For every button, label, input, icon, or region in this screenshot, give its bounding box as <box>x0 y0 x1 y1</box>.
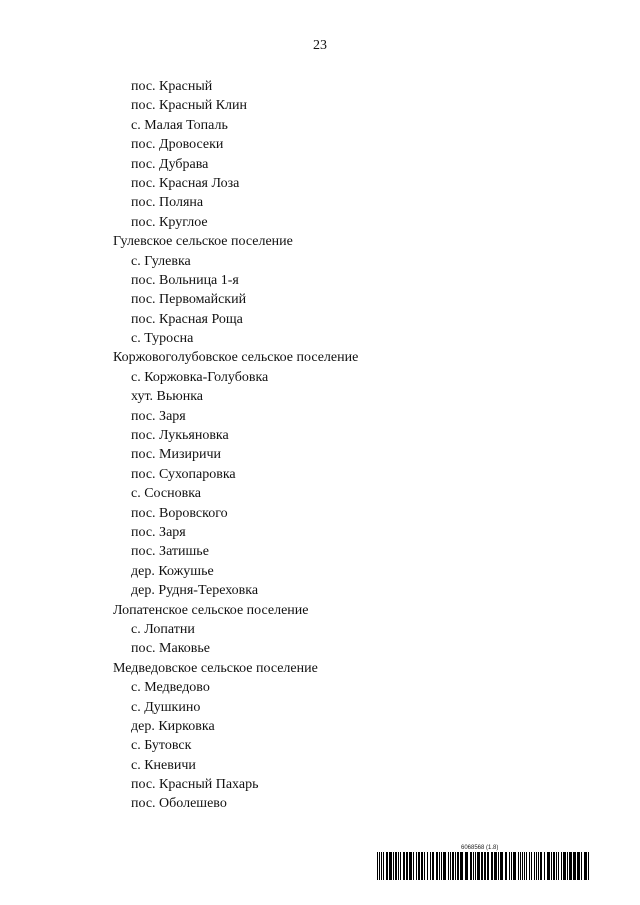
settlement-item: пос. Вольница 1-я <box>131 272 239 288</box>
settlement-item: пос. Оболешево <box>131 796 227 812</box>
settlement-item: пос. Воровского <box>131 505 228 521</box>
district-heading: Медведовское сельское поселение <box>113 660 318 676</box>
settlement-item: хут. Вьюнка <box>131 389 204 405</box>
district-heading: Гулевское сельское поселение <box>113 234 293 250</box>
settlement-item: дер. Кирковка <box>131 718 215 734</box>
settlement-item: с. Туросна <box>131 331 194 347</box>
settlement-item: пос. Заря <box>131 408 186 424</box>
settlement-item: пос. Маковье <box>131 641 211 657</box>
district-heading: Лопатенское сельское поселение <box>113 602 309 618</box>
page-number: 23 <box>313 38 327 53</box>
settlement-item: с. Душкино <box>131 699 201 715</box>
settlement-item: пос. Круглое <box>131 214 208 230</box>
settlement-item: пос. Затишье <box>131 544 209 560</box>
barcode-image <box>377 852 589 880</box>
settlement-item: пос. Дровосеки <box>131 137 224 153</box>
settlement-item: пос. Заря <box>131 524 186 540</box>
settlement-item: дер. Кожушье <box>131 563 214 579</box>
settlement-item: пос. Лукьяновка <box>131 428 229 444</box>
settlement-item: пос. Красный <box>131 79 213 94</box>
settlement-item: с. Лопатни <box>131 621 195 637</box>
settlement-item: с. Бутовск <box>131 738 192 754</box>
settlement-item: пос. Сухопаровка <box>131 466 236 482</box>
district-heading: Коржовоголубовское сельское поселение <box>113 350 359 366</box>
settlement-item: пос. Красный Пахарь <box>131 777 259 793</box>
settlement-item: с. Гулевка <box>131 253 191 269</box>
settlement-item: дер. Рудня-Тереховка <box>131 583 259 599</box>
settlement-item: пос. Поляна <box>131 195 204 211</box>
settlement-item: пос. Красная Роща <box>131 311 243 327</box>
settlement-item: пос. Первомайский <box>131 292 247 308</box>
settlement-item: с. Сосновка <box>131 486 202 502</box>
settlement-item: с. Медведово <box>131 680 210 696</box>
settlement-item: с. Коржовка-Голубовка <box>131 369 269 385</box>
settlement-item: с. Кневичи <box>131 757 196 773</box>
settlement-item: пос. Красная Лоза <box>131 175 240 191</box>
settlement-item: пос. Дубрава <box>131 156 209 172</box>
settlement-list <box>0 77 640 814</box>
barcode-code: 6068568 (1.8) <box>461 845 499 851</box>
settlement-item: пос. Красный Клин <box>131 98 248 114</box>
settlement-item: пос. Мизиричи <box>131 447 222 463</box>
barcode-block <box>377 844 589 880</box>
settlement-item: с. Малая Топаль <box>131 117 228 133</box>
